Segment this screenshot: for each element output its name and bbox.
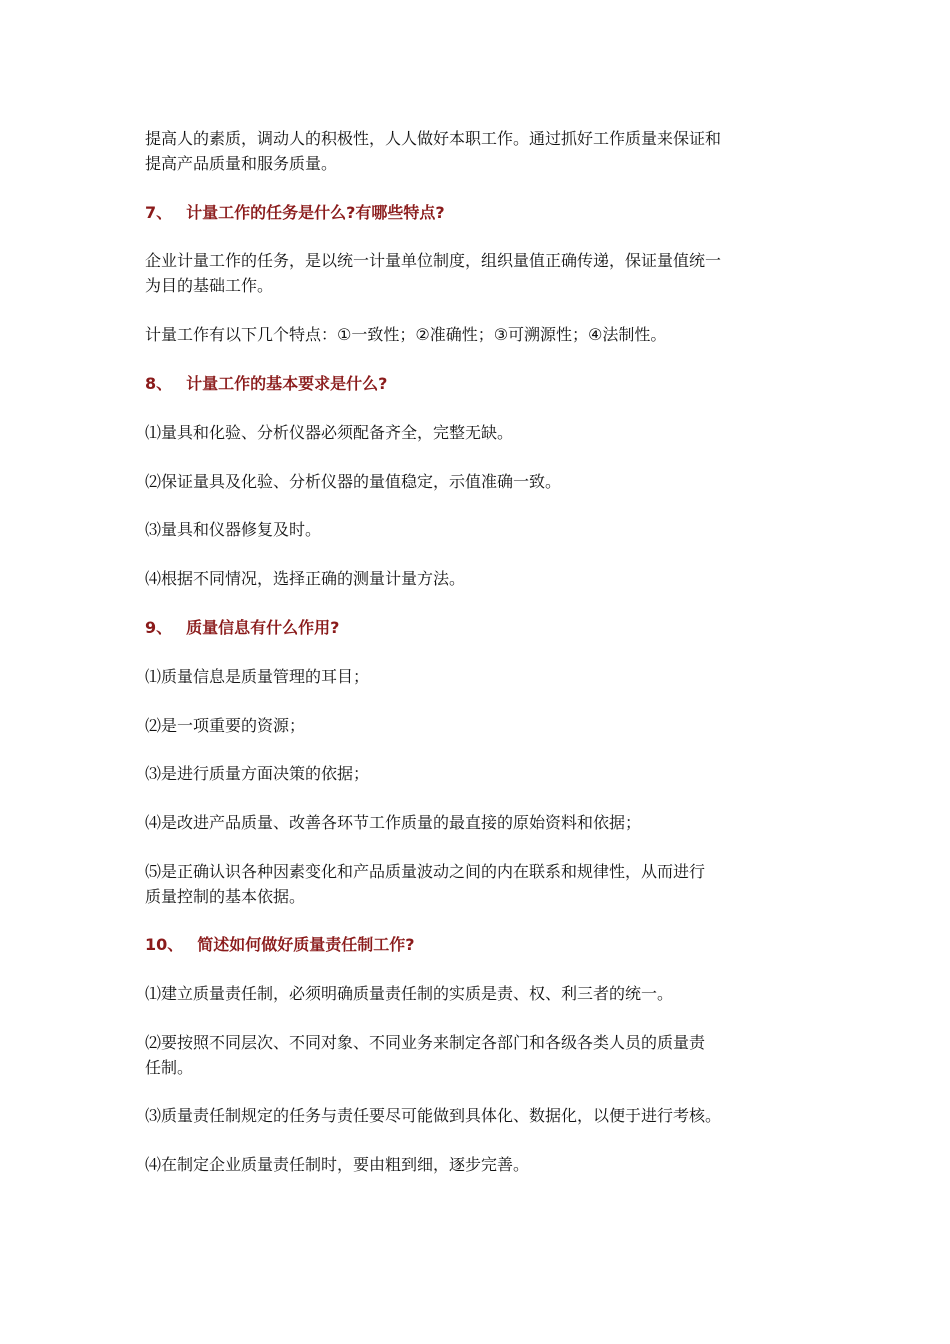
- question-9-item-1: ⑴质量信息是质量管理的耳目；: [145, 667, 370, 686]
- question-10-item-1: ⑴建立质量责任制，必须明确质量责任制的实质是责、权、利三者的统一。: [145, 984, 674, 1003]
- question-7-answer-1-line-1: 企业计量工作的任务，是以统一计量单位制度，组织量值正确传递，保证量值统一: [145, 251, 722, 270]
- intro-line-1: 提高人的素质，调动人的积极性，人人做好本职工作。通过抓好工作质量来保证和: [145, 129, 722, 148]
- question-7-title: 计量工作的任务是什么?有哪些特点?: [186, 203, 445, 222]
- question-7-number: 7、: [145, 203, 173, 222]
- question-8-item-1: ⑴量具和化验、分析仪器必须配备齐全，完整无缺。: [145, 423, 514, 442]
- question-8-item-3: ⑶量具和仪器修复及时。: [145, 520, 322, 539]
- question-8-title: 计量工作的基本要求是什么?: [186, 374, 388, 393]
- question-9-item-5-line-1: ⑸是正确认识各种因素变化和产品质量波动之间的内在联系和规律性，从而进行: [145, 862, 706, 881]
- question-10-item-2: [145, 1030, 815, 1080]
- question-9-item-2: ⑵是一项重要的资源；: [145, 716, 306, 735]
- question-8-item-4: ⑷根据不同情况，选择正确的测量计量方法。: [145, 569, 466, 588]
- question-10-item-4: ⑷在制定企业质量责任制时，要由粗到细，逐步完善。: [145, 1155, 530, 1174]
- question-7-answer-2: 计量工作有以下几个特点：①一致性；②准确性；③可溯源性；④法制性。: [145, 325, 667, 344]
- question-9-title: 质量信息有什么作用?: [186, 618, 340, 637]
- question-9-item-4: ⑷是改进产品质量、改善各环节工作质量的最直接的原始资料和依据；: [145, 813, 642, 832]
- question-9-number: 9、: [145, 618, 173, 637]
- question-9-item-5: [145, 859, 815, 909]
- question-9-heading: [145, 615, 815, 640]
- question-7-answer-1-line-2: 为目的基础工作。: [145, 276, 274, 295]
- question-8-item-2: ⑵保证量具及化验、分析仪器的量值稳定，示值准确一致。: [145, 472, 562, 491]
- question-10-number: 10、: [145, 935, 184, 954]
- question-9-item-3: ⑶是进行质量方面决策的依据；: [145, 764, 370, 783]
- question-7-answer-1: [145, 248, 815, 298]
- intro-paragraph: [145, 126, 815, 176]
- question-8-heading: [145, 371, 815, 396]
- question-10-item-2-line-2: 任制。: [145, 1058, 194, 1077]
- question-8-number: 8、: [145, 374, 173, 393]
- intro-line-2: 提高产品质量和服务质量。: [145, 154, 338, 173]
- question-7-heading: [145, 200, 815, 225]
- question-10-item-2-line-1: ⑵要按照不同层次、不同对象、不同业务来制定各部门和各级各类人员的质量责: [145, 1033, 706, 1052]
- question-10-heading: [145, 932, 815, 957]
- question-10-item-3: ⑶质量责任制规定的任务与责任要尽可能做到具体化、数据化，以便于进行考核。: [145, 1106, 722, 1125]
- question-10-title: 简述如何做好质量责任制工作?: [197, 935, 415, 954]
- question-9-item-5-line-2: 质量控制的基本依据。: [145, 887, 306, 906]
